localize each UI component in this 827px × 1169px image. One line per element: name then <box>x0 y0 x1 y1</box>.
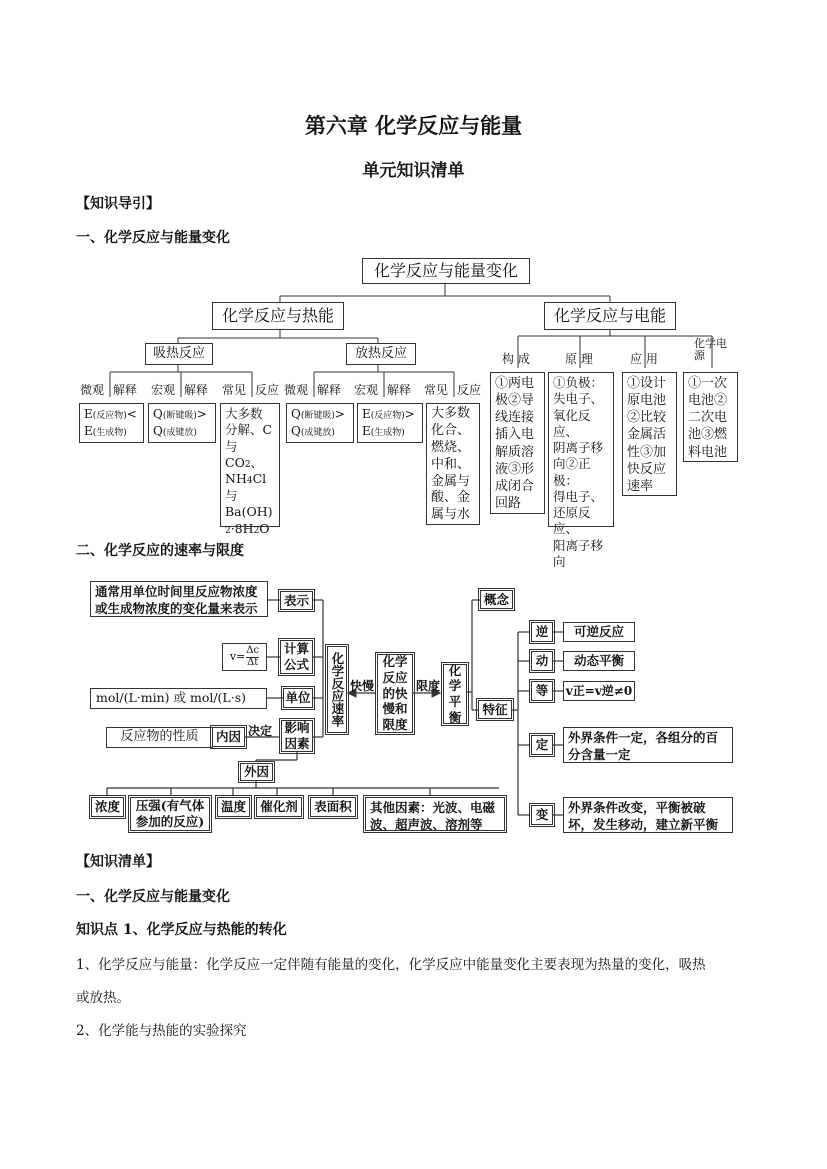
application-line-2: 原电池 <box>627 393 667 409</box>
decide-label: 决定 <box>248 724 273 738</box>
exo-common-line-2: 化合、 <box>431 422 471 438</box>
limit-label: 限度 <box>416 679 441 693</box>
external-box <box>240 763 273 781</box>
kp1-heading: 知识点 1、化学反应与热能的转化 <box>76 922 287 938</box>
principle-line-6: 得电子、 <box>553 488 604 504</box>
principle-line-7: 还原反应、 <box>553 505 591 537</box>
label-common-1: 常见 <box>222 383 247 397</box>
principle-line-8: 阳离子移 <box>553 537 604 553</box>
external-label: 外因 <box>243 764 269 780</box>
section-list: 【知识清单】 <box>76 854 160 870</box>
exo-macro-b: E <box>362 424 371 439</box>
endo-macro-a: Q <box>153 407 163 421</box>
feature-key-reverse-label: 逆 <box>535 624 549 640</box>
endo-micro-a: E <box>84 407 93 421</box>
feature-key-dynamic-label: 动 <box>535 653 549 669</box>
exo-micro-a: Q <box>291 407 301 421</box>
part1-heading: 一、化学反应与能量变化 <box>76 230 230 246</box>
label-micro-1: 微观 <box>80 383 105 397</box>
calc-box <box>280 640 313 674</box>
kp1-paragraph-1-line-1: 1、化学反应与能量：化学反应一定伴随有能量的变化，化学反应中能量变化主要表现为热量的变化，吸热 <box>76 957 706 973</box>
feature-desc-equal-text: v正=v逆≠0 <box>565 683 633 698</box>
endo-macro-a-sub: (断键吸) <box>162 411 197 421</box>
construct-line-7: 成闭合 <box>495 478 535 494</box>
exo-micro-b-sub: (成键放) <box>300 428 335 439</box>
exo-macro-b-sub: (生成物) <box>370 428 405 439</box>
endo-micro-b: E <box>84 424 93 439</box>
feature-desc-reverse-text: 可逆反应 <box>573 624 624 640</box>
label-explain-2: 解释 <box>184 383 209 397</box>
endo-label: 吸热反应 <box>152 345 205 361</box>
feature-desc-fixed-text: 外界条件一定，各组分的百分含量一定 <box>568 730 719 762</box>
label-macro-2: 宏观 <box>354 383 379 397</box>
calc-label: 计算公式 <box>283 641 309 672</box>
construct-line-6: 液③形 <box>495 461 535 477</box>
formula-v: v= <box>229 650 246 664</box>
center-label: 化学反应的快慢和限度 <box>382 654 408 732</box>
exo-macro-a: E <box>362 407 371 421</box>
page-subtitle: 单元知识清单 <box>362 161 465 181</box>
rate-label: 化学反应速率 <box>329 652 345 727</box>
influence-label: 影响因素 <box>284 720 310 751</box>
endo-common-line-1: 大多数 <box>225 406 263 421</box>
feature-key-equal <box>531 681 553 701</box>
label-principle: 原 理 <box>565 352 593 366</box>
nature-label: 反应物的性质 <box>120 729 199 745</box>
speed-label: 快慢 <box>350 679 375 693</box>
feature-desc-change-text: 外界条件改变，平衡被破坏，发生移动，建立新平衡 <box>568 800 719 832</box>
feature-desc-reverse <box>563 622 635 642</box>
units-text: mol/(L·min) 或 mol/(L·s) <box>96 690 246 705</box>
kp1-paragraph-2: 2、化学能与热能的实验探究 <box>76 1023 247 1039</box>
label-construct: 构 成 <box>502 352 530 366</box>
influence-box <box>281 720 313 752</box>
label-reaction-1: 反应 <box>255 383 280 397</box>
label-macro-1: 宏观 <box>151 383 176 397</box>
endo-macro-op: > <box>196 407 207 421</box>
exo-micro-b: Q <box>291 424 301 439</box>
chem-power-line-5: 料电池 <box>688 444 728 460</box>
construct-line-2: 极②导 <box>495 393 535 409</box>
express-box <box>280 591 313 610</box>
factor-surface <box>310 797 356 817</box>
unit-label: 单位 <box>285 690 311 706</box>
label-explain-1: 解释 <box>113 383 138 397</box>
feature-key-change-label: 变 <box>535 807 549 823</box>
principle-line-1: ①负极： <box>553 375 604 390</box>
feature-key-reverse <box>531 622 553 642</box>
application-line-6: 快反应 <box>627 461 667 477</box>
endo-macro-b: Q <box>153 424 163 439</box>
units-box <box>90 688 267 709</box>
exo-common-line-7: 属与水 <box>431 507 471 523</box>
exo-macro-a-sub: (反应物) <box>370 411 405 421</box>
feature-key-fixed-label: 定 <box>535 737 549 753</box>
endo-micro-op: < <box>126 407 137 421</box>
concept-box <box>480 590 513 609</box>
endo-common-line-4: NH4Cl <box>225 471 267 487</box>
construct-line-3: 线连接 <box>495 410 535 426</box>
principle-line-2: 失电子、 <box>553 391 604 407</box>
exo-label: 放热反应 <box>354 345 407 361</box>
chem-power-line-1: ①一次 <box>688 376 728 391</box>
exo-micro-op: > <box>334 407 345 421</box>
principle-line-4: 阴离子移 <box>553 440 604 455</box>
part1-heading-b: 一、化学反应与能量变化 <box>76 889 230 905</box>
exo-common-line-3: 燃烧、 <box>431 439 471 455</box>
feature-desc-change <box>563 797 733 833</box>
exo-common-line-1: 大多数 <box>431 406 471 421</box>
factor-pressure-label: 压强(有气体参加的反应) <box>135 798 205 829</box>
formula-box <box>222 643 267 671</box>
section-guide: 【知识导引】 <box>76 196 160 212</box>
energy-root-label: 化学反应与能量变化 <box>373 261 518 280</box>
application-line-1: ①设计 <box>627 376 667 391</box>
factor-concentration <box>91 797 124 817</box>
label-micro-2: 微观 <box>284 383 309 397</box>
principle-line-3: 氧化反应、 <box>553 407 591 439</box>
concept-label: 概念 <box>483 591 509 607</box>
feature-desc-dynamic <box>563 651 635 671</box>
endo-common-line-2: 分解、C <box>225 422 273 438</box>
feature-key-equal-label: 等 <box>535 683 549 699</box>
nature-box <box>106 727 213 748</box>
factor-other <box>365 797 505 831</box>
construct-line-8: 回路 <box>495 496 522 512</box>
feature-key-change <box>531 805 553 825</box>
rate-definition-text: 通常用单位时间里反应物浓度或生成物浓度的变化量来表示 <box>95 584 258 616</box>
application-line-3: ②比较 <box>627 410 667 426</box>
label-chem-power: 化学电源 <box>694 337 727 363</box>
application-line-7: 速率 <box>627 478 654 494</box>
label-application: 应 用 <box>630 352 658 366</box>
kp1-paragraph-1-line-2: 或放热。 <box>76 990 130 1006</box>
factor-other-label: 其他因素：光波、电磁波、超声波、溶剂等 <box>370 800 496 832</box>
application-line-4: 金属活 <box>627 427 667 443</box>
express-label: 表示 <box>283 592 309 608</box>
construct-line-5: 解质溶 <box>495 444 535 460</box>
chem-power-line-2: 电池② <box>688 393 728 409</box>
factor-surface-label: 表面积 <box>314 799 352 815</box>
feature-desc-fixed <box>563 727 733 763</box>
chem-power-line-3: 二次电 <box>688 410 728 426</box>
endo-common-line-7: 2·8H2O <box>225 520 270 536</box>
endo-micro-b-sub: (生成物) <box>92 428 127 439</box>
principle-line-9: 向 <box>553 553 566 569</box>
factor-catalyst-label: 催化剂 <box>260 799 298 815</box>
factor-pressure <box>130 797 210 831</box>
center-box <box>377 654 413 733</box>
endo-macro-b-sub: (成键放) <box>162 428 197 439</box>
formula-fraction <box>246 646 259 668</box>
page-title: 第六章 化学反应与能量 <box>304 113 523 138</box>
label-explain-3: 解释 <box>317 383 342 397</box>
chem-power-line-4: 池③燃 <box>688 427 728 443</box>
factor-temperature-label: 温度 <box>220 799 246 815</box>
application-line-5: 性③加 <box>627 444 667 460</box>
endo-common-line-3: 与CO2、 <box>225 438 264 470</box>
internal-label: 内因 <box>215 729 241 745</box>
endo-common-line-5: 与 <box>225 488 238 504</box>
construct-line-1: ①两电 <box>495 376 535 391</box>
internal-box <box>212 727 245 747</box>
principle-line-5: 向②正极： <box>553 456 591 488</box>
equilibrium-box <box>443 664 467 724</box>
feature-label: 特征 <box>482 701 508 717</box>
factor-concentration-label: 浓度 <box>94 799 120 815</box>
feature-key-dynamic <box>531 651 553 671</box>
factor-catalyst <box>256 797 302 817</box>
thermal-label: 化学反应与热能 <box>221 306 334 325</box>
exo-common-line-5: 金属与 <box>431 473 471 489</box>
rate-definition-box <box>90 581 268 617</box>
exo-micro-a-sub: (断键吸) <box>300 411 335 421</box>
construct-line-4: 插入电 <box>495 427 535 443</box>
label-explain-4: 解释 <box>387 383 412 397</box>
endo-common-line-6: Ba(OH) <box>225 504 273 520</box>
electric-label: 化学反应与电能 <box>553 306 666 325</box>
endo-micro-a-sub: (反应物) <box>92 411 127 421</box>
feature-desc-equal <box>563 681 635 701</box>
exo-common-line-4: 中和、 <box>431 456 471 472</box>
label-reaction-2: 反应 <box>457 383 482 397</box>
equilibrium-label: 化学平衡 <box>448 662 462 725</box>
feature-key-fixed <box>531 735 553 755</box>
formula-denominator: Δt <box>247 656 259 668</box>
formula-numerator: Δc <box>246 645 260 656</box>
exo-macro-op: > <box>404 407 415 421</box>
exo-common-line-6: 酸、金 <box>431 490 471 506</box>
part2-heading: 二、化学反应的速率与限度 <box>76 543 244 559</box>
label-common-2: 常见 <box>424 383 449 397</box>
unit-box <box>283 688 313 708</box>
feature-desc-dynamic-text: 动态平衡 <box>573 653 624 669</box>
rate-box <box>327 646 347 733</box>
factor-temperature <box>217 797 250 817</box>
feature-box <box>478 700 512 719</box>
